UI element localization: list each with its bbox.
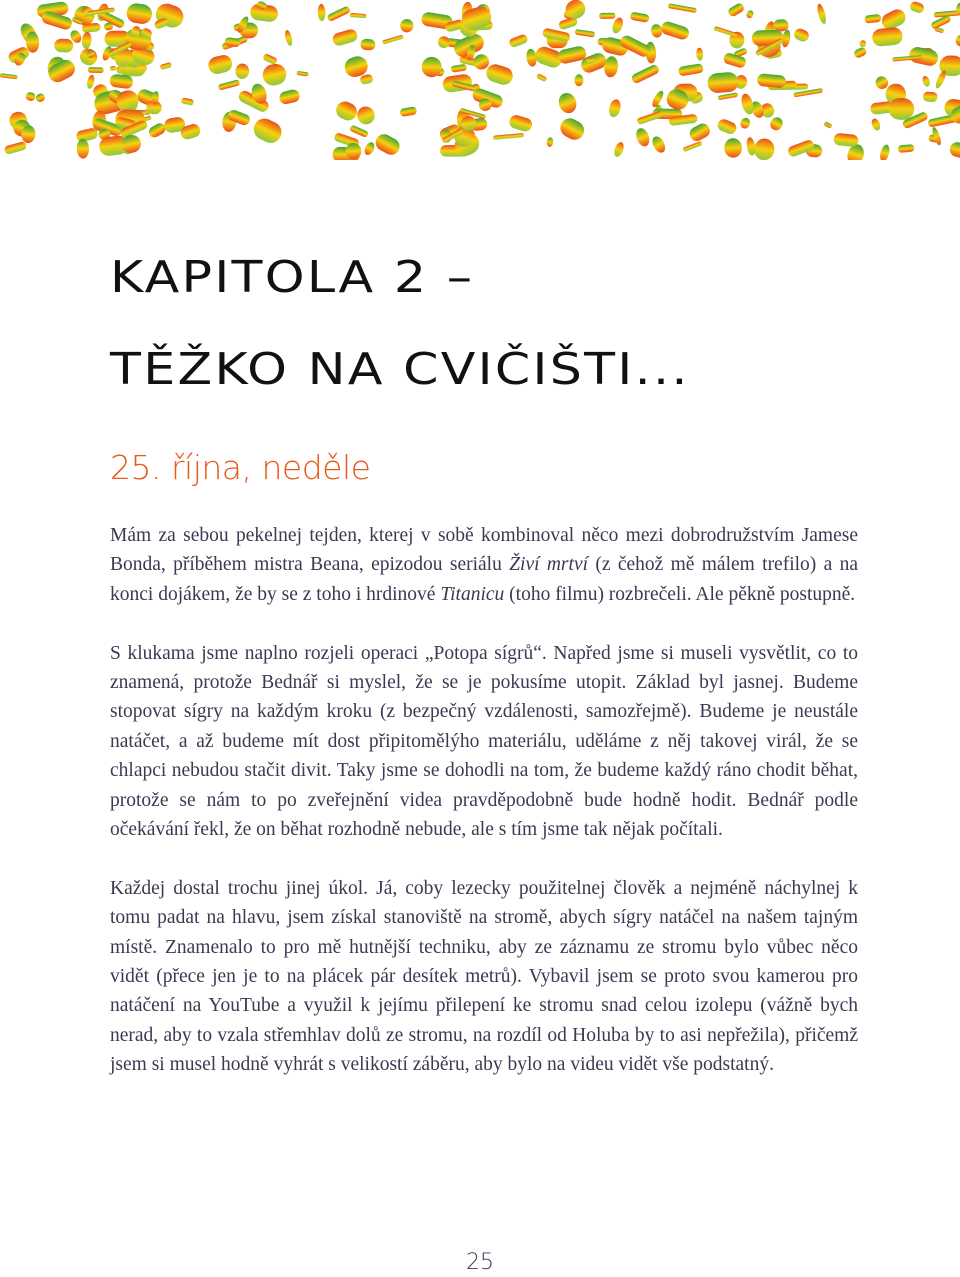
banner-shape <box>607 98 622 118</box>
banner-shape <box>696 48 704 61</box>
banner-shape <box>4 141 28 155</box>
banner-shape <box>716 117 738 135</box>
banner-shape <box>618 34 652 59</box>
banner-shape <box>859 40 867 48</box>
italic-title-text: Živí mrtví <box>509 554 589 576</box>
banner-shape <box>745 9 755 19</box>
banner-shape <box>753 137 776 160</box>
banner-shape <box>610 16 625 35</box>
banner-shape <box>88 67 104 73</box>
banner-shape <box>331 28 359 47</box>
banner-shape <box>81 32 92 50</box>
banner-shape <box>355 104 377 127</box>
banner-shape <box>207 53 234 76</box>
banner-shape <box>713 26 738 38</box>
banner-shape <box>382 35 404 45</box>
banner-shape <box>508 114 534 133</box>
banner-shape <box>687 121 712 144</box>
banner-shape <box>853 46 868 59</box>
banner-shape <box>484 62 515 87</box>
banner-shape <box>636 110 663 125</box>
banner-shape <box>360 39 376 51</box>
banner-shape <box>326 5 351 22</box>
banner-shape <box>54 39 73 53</box>
chapter-title-line2: TĚŽKO NA CVIČIŠTI... <box>110 344 690 395</box>
banner-shape <box>909 0 926 14</box>
banner-shape <box>668 3 697 13</box>
banner-shape <box>650 134 668 155</box>
banner-shape <box>870 117 882 131</box>
banner-shape <box>262 53 278 65</box>
banner-shape <box>934 69 948 89</box>
banner-shape <box>181 97 195 105</box>
banner-shape <box>436 35 452 50</box>
body-paragraph <box>110 521 858 609</box>
banner-shape <box>86 74 96 89</box>
body-paragraph <box>110 639 858 845</box>
banner-shape <box>678 63 704 76</box>
banner-shape <box>563 0 589 22</box>
banner-shape <box>921 75 931 88</box>
banner-shape <box>898 144 915 153</box>
banner-shape <box>0 73 18 79</box>
banner-shape <box>451 64 468 73</box>
banner-shape <box>823 121 832 129</box>
banner-shape <box>724 138 743 159</box>
page-number: 25 <box>466 1250 494 1275</box>
banner-shape <box>546 137 554 147</box>
decorative-banner <box>0 0 960 160</box>
banner-shape <box>634 126 652 148</box>
banner-shape <box>923 91 938 102</box>
paragraph-text: Každej dostal trochu jinej úkol. Já, coby lezecky použitelnej člověk a nejméně náchylnej k tomu padat na hlavu, jsem získal stanoviště na stromě, abych sígry natáčel na našem tajným místě. Znamenalo to pro mě hutnější techniku, aby ze záznamu ze stromu bylo vůbec něco vidět (přece jen je to na plácek pár desítek metrů). Vybavil jsem se proto svou kamerou pro natáčení na YouTube a využil k jejímu přilepení ke stromu snad celou izolepu (vážně bych nerad, aby to vzala střemhlav dolů ze stromu, na rozdíl od Holuba by to asi nepřežila), přičemž jsem si musel hodně vyhrát s velikostí záběru, aby bylo na videu vidět vše podstatný. <box>110 877 858 1076</box>
paragraph-text: (z čehož mě málem trefilo) a na konci dojákem, že by se z toho i hrdinové <box>110 554 859 605</box>
banner-shape <box>613 141 626 158</box>
banner-shape <box>773 19 789 32</box>
entry-body <box>110 521 858 1109</box>
banner-shape <box>278 88 301 105</box>
banner-shape <box>574 74 583 86</box>
banner-shape <box>125 2 153 25</box>
banner-shape <box>250 115 285 147</box>
banner-shape <box>879 144 892 160</box>
banner-shape <box>630 12 650 23</box>
banner-shape <box>833 133 859 148</box>
banner-shape <box>284 29 294 46</box>
banner-shape <box>77 139 90 159</box>
banner-shape <box>707 72 739 94</box>
banner-shape <box>889 98 915 120</box>
banner-shape <box>718 92 739 100</box>
banner-shape <box>768 115 785 132</box>
banner-shape <box>536 73 548 82</box>
banner-shape <box>160 62 173 70</box>
banner-shape <box>864 14 881 24</box>
banner-shape <box>871 27 903 48</box>
banner-shape <box>630 63 660 84</box>
banner-shape <box>574 29 595 38</box>
banner-shape <box>218 79 241 90</box>
banner-shape <box>296 71 308 77</box>
banner-shape <box>508 33 529 48</box>
banner-shape <box>400 19 414 33</box>
chapter-title <box>110 232 690 416</box>
banner-shape <box>147 121 167 139</box>
banner-shape <box>660 20 691 41</box>
banner-shape <box>25 91 36 101</box>
body-paragraph <box>110 874 858 1080</box>
banner-shape <box>333 99 359 124</box>
banner-shape <box>373 131 403 158</box>
banner-shape <box>682 141 702 152</box>
entry-date-heading: 25. října, neděle <box>110 448 371 487</box>
banner-shape <box>317 4 325 22</box>
banner-shape <box>599 13 616 19</box>
banner-shape <box>557 115 587 143</box>
chapter-title-line1: KAPITOLA 2 – <box>110 252 475 303</box>
banner-shape <box>261 62 288 87</box>
banner-shape <box>493 133 524 140</box>
banner-shape <box>757 73 787 88</box>
banner-shape <box>954 33 960 50</box>
banner-shape <box>727 2 746 18</box>
paragraph-text: S klukama jsme naplno rozjeli operaci „Potopa sígrů“. Napřed jsme si museli vysvětlit, co to znamená, protože Bednář si myslel, že se je pokusíme utopit. Základ byl jasnej. Budeme stopovat sígry na každým kroku (z bezpečný vzdálenosti, samozřejmě). Budeme je neustále natáčet, a až budeme mít dost připitomělýho materiálu, uděláme z něj takovej virál, že se chlapci nebudou stačit divit. Taky jsme se dohodli na tom, že budeme každý ráno chodit běhat, protože se nám to po zveřejnění videa pravděpodobně bude hodně hodit. Bednář podle očekávání řekl, že on běhat rozhodně nebude, ale s tím jsme tak nějak počítali. <box>110 642 858 841</box>
banner-shape <box>792 27 810 44</box>
banner-shape <box>235 63 250 80</box>
banner-shape <box>349 125 369 138</box>
paragraph-text: (toho filmu) rozbrečeli. Ale pěkně postupně. <box>504 583 856 605</box>
banner-shape <box>650 23 664 38</box>
banner-shape <box>350 13 367 19</box>
banner-shape <box>739 117 751 130</box>
banner-shape <box>399 106 417 117</box>
banner-shape <box>948 140 960 159</box>
banner-shape <box>110 66 117 71</box>
banner-shape <box>35 92 46 103</box>
banner-shape <box>816 3 828 25</box>
italic-title-text: Titanicu <box>440 583 505 605</box>
banner-shape <box>556 90 579 115</box>
banner-shape <box>363 141 377 157</box>
paragraph-text: Mám za sebou pekelnej tejden, kterej v sobě kombinoval něco mezi dobrodružstvím Jamese Bonda, příběhem mistra Beana, epizodou seriálu <box>110 525 858 576</box>
